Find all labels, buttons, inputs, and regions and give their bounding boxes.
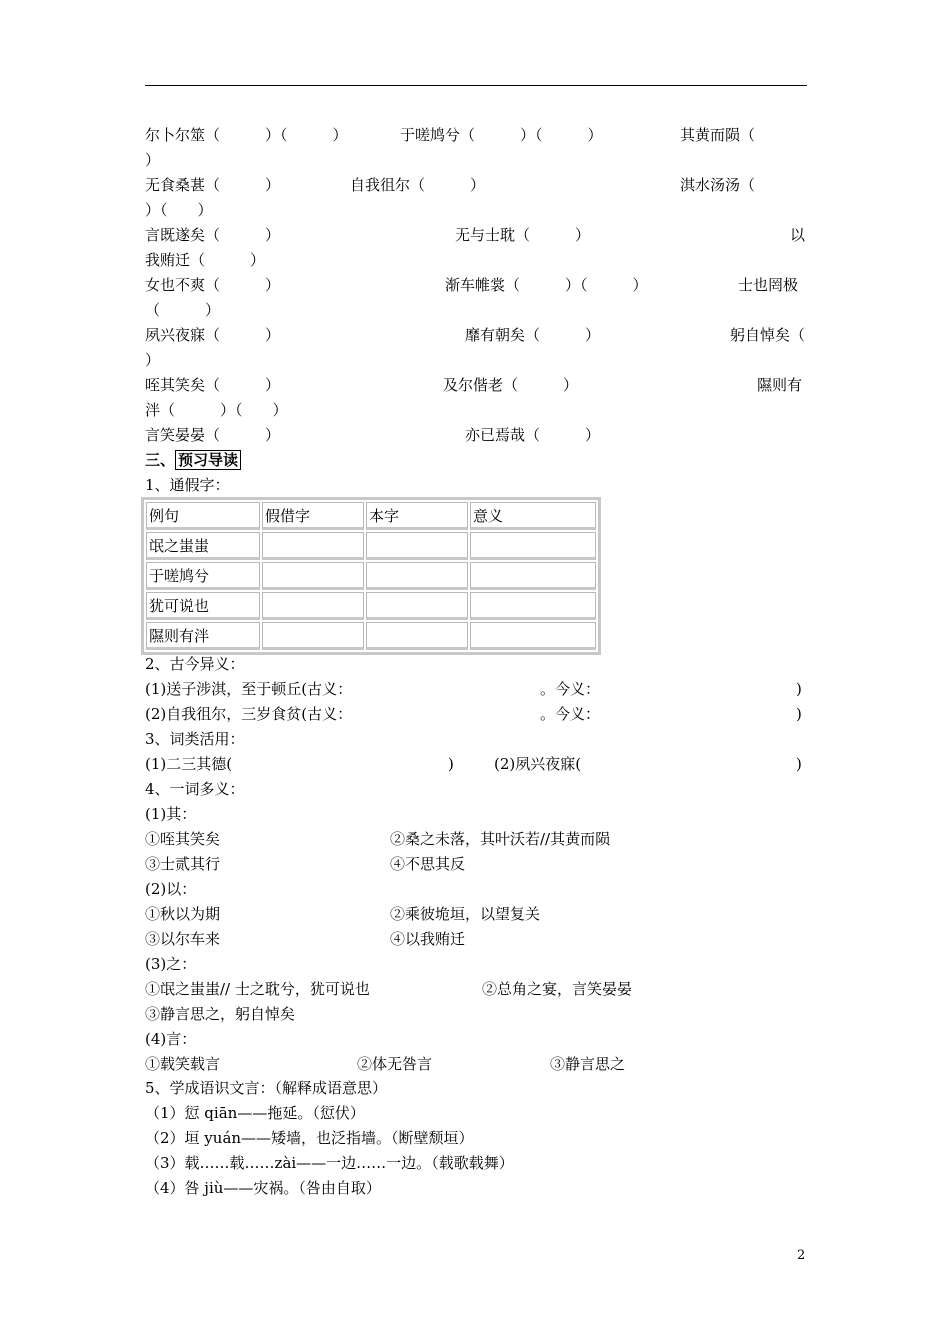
question-item: ③静言思之，躬自悼矣 — [145, 1005, 296, 1023]
question-item: ) — [796, 755, 802, 773]
table-header: 例句 — [146, 502, 260, 530]
question-item: ③士贰其行 — [145, 855, 221, 873]
question-item: 。今义： — [540, 705, 601, 723]
subquestion-label: (3)之： — [145, 955, 197, 973]
section-title: 预习导读 — [175, 450, 241, 470]
vocab-item: 尔卜尔筮（ ）（ ） — [145, 126, 348, 144]
vocab-item: ） — [145, 151, 161, 169]
vocab-item: 我贿迁（ ） — [145, 251, 266, 269]
question-item: 。今义： — [540, 680, 601, 698]
answer-cell[interactable] — [262, 592, 364, 620]
table-row — [146, 562, 596, 590]
table-row — [146, 622, 596, 650]
table-cell: 犹可说也 — [146, 592, 260, 620]
vocab-item: 无与士耽（ ） — [455, 226, 591, 244]
question-title: 5、学成语识文言：（解释成语意思） — [145, 1079, 388, 1097]
answer-cell[interactable] — [262, 562, 364, 590]
answer-cell[interactable] — [470, 622, 596, 650]
question-item: ①载笑载言 — [145, 1055, 221, 1073]
vocab-item: 于嗟鸠兮（ ）（ ） — [400, 126, 603, 144]
question-item: ②体无咎言 — [357, 1055, 433, 1073]
vocab-item: 自我徂尔（ ） — [350, 176, 486, 194]
tongjia-table — [141, 497, 601, 655]
question-item: ①秋以为期 — [145, 905, 221, 923]
section-number: 三、 — [145, 451, 176, 469]
table-cell: 隰则有泮 — [146, 622, 260, 650]
answer-cell[interactable] — [470, 562, 596, 590]
subquestion-label: (1)其： — [145, 805, 197, 823]
idiom-item: （1）愆 qiān——拖延。（愆伏） — [145, 1104, 365, 1122]
vocab-item: 咥其笑矣（ ） — [145, 376, 281, 394]
question-item: ④不思其反 — [390, 855, 466, 873]
vocab-item: 以 — [790, 226, 806, 244]
answer-cell[interactable] — [366, 592, 468, 620]
question-item: ②乘彼垝垣，以望复关 — [390, 905, 541, 923]
answer-cell[interactable] — [366, 622, 468, 650]
question-title: 2、古今异义： — [145, 655, 245, 673]
vocab-item: 女也不爽（ ） — [145, 276, 281, 294]
answer-cell[interactable] — [470, 532, 596, 560]
table-row — [146, 532, 596, 560]
vocab-item: 隰则有 — [757, 376, 803, 394]
vocab-item: ）（ ） — [145, 201, 213, 219]
question-item: ③静言思之 — [550, 1055, 626, 1073]
answer-cell[interactable] — [470, 592, 596, 620]
header-rule — [145, 85, 807, 86]
question-item: ) — [796, 705, 802, 723]
idiom-item: （4）咎 jiù——灾祸。（咎由自取） — [145, 1179, 381, 1197]
question-item: ④以我贿迁 — [390, 930, 466, 948]
question-title: 1、通假字： — [145, 476, 230, 494]
table-header: 意义 — [470, 502, 596, 530]
question-title: 3、词类活用： — [145, 730, 245, 748]
table-header: 假借字 — [262, 502, 364, 530]
question-item: ) — [796, 680, 802, 698]
table-cell: 氓之蚩蚩 — [146, 532, 260, 560]
answer-cell[interactable] — [262, 532, 364, 560]
vocab-item: 言既遂矣（ ） — [145, 226, 281, 244]
vocab-item: 夙兴夜寐（ ） — [145, 326, 281, 344]
vocab-item: 其黄而陨（ — [680, 126, 756, 144]
table-header: 本字 — [366, 502, 468, 530]
question-item: ②总角之宴，言笑晏晏 — [482, 980, 633, 998]
vocab-item: 泮（ ）（ ） — [145, 401, 288, 419]
vocab-item: 亦已焉哉（ ） — [465, 426, 601, 444]
vocab-item: 及尔偕老（ ） — [443, 376, 579, 394]
vocab-item: （ ） — [145, 301, 221, 319]
answer-cell[interactable] — [262, 622, 364, 650]
subquestion-label: (4)言： — [145, 1030, 197, 1048]
vocab-item: ） — [145, 351, 161, 369]
question-item: ③以尔车来 — [145, 930, 221, 948]
vocab-item: 言笑晏晏（ ） — [145, 426, 281, 444]
answer-cell[interactable] — [366, 562, 468, 590]
vocab-item: 士也罔极 — [738, 276, 799, 294]
question-item: (2)自我徂尔，三岁食贫(古义： — [145, 705, 353, 723]
question-item: (1)送子涉淇，至于顿丘(古义： — [145, 680, 353, 698]
table-row — [146, 592, 596, 620]
vocab-item: 无食桑葚（ ） — [145, 176, 281, 194]
table-cell: 于嗟鸠兮 — [146, 562, 260, 590]
question-title: 4、一词多义： — [145, 780, 245, 798]
vocab-item: 渐车帷裳（ ）（ ） — [445, 276, 648, 294]
idiom-item: （2）垣 yuán——矮墙，也泛指墙。（断壁颓垣） — [145, 1129, 474, 1147]
question-item: (2)夙兴夜寐( — [494, 755, 582, 773]
question-item: ①咥其笑矣 — [145, 830, 221, 848]
vocab-item: 躬自悼矣（ — [730, 326, 806, 344]
question-item: (1)二三其德( — [145, 755, 233, 773]
question-item: ②桑之未落，其叶沃若//其黄而陨 — [390, 830, 611, 848]
table-header-row — [146, 502, 596, 530]
subquestion-label: (2)以： — [145, 880, 197, 898]
page-number: 2 — [797, 1248, 806, 1263]
answer-cell[interactable] — [366, 532, 468, 560]
idiom-item: （3）载……载……zài——一边……一边。（载歌载舞） — [145, 1154, 514, 1172]
question-item: ) — [448, 755, 454, 773]
question-item: ①氓之蚩蚩// 士之耽兮，犹可说也 — [145, 980, 370, 998]
vocab-item: 靡有朝矣（ ） — [465, 326, 601, 344]
section-heading — [145, 451, 241, 469]
vocab-item: 淇水汤汤（ — [680, 176, 756, 194]
